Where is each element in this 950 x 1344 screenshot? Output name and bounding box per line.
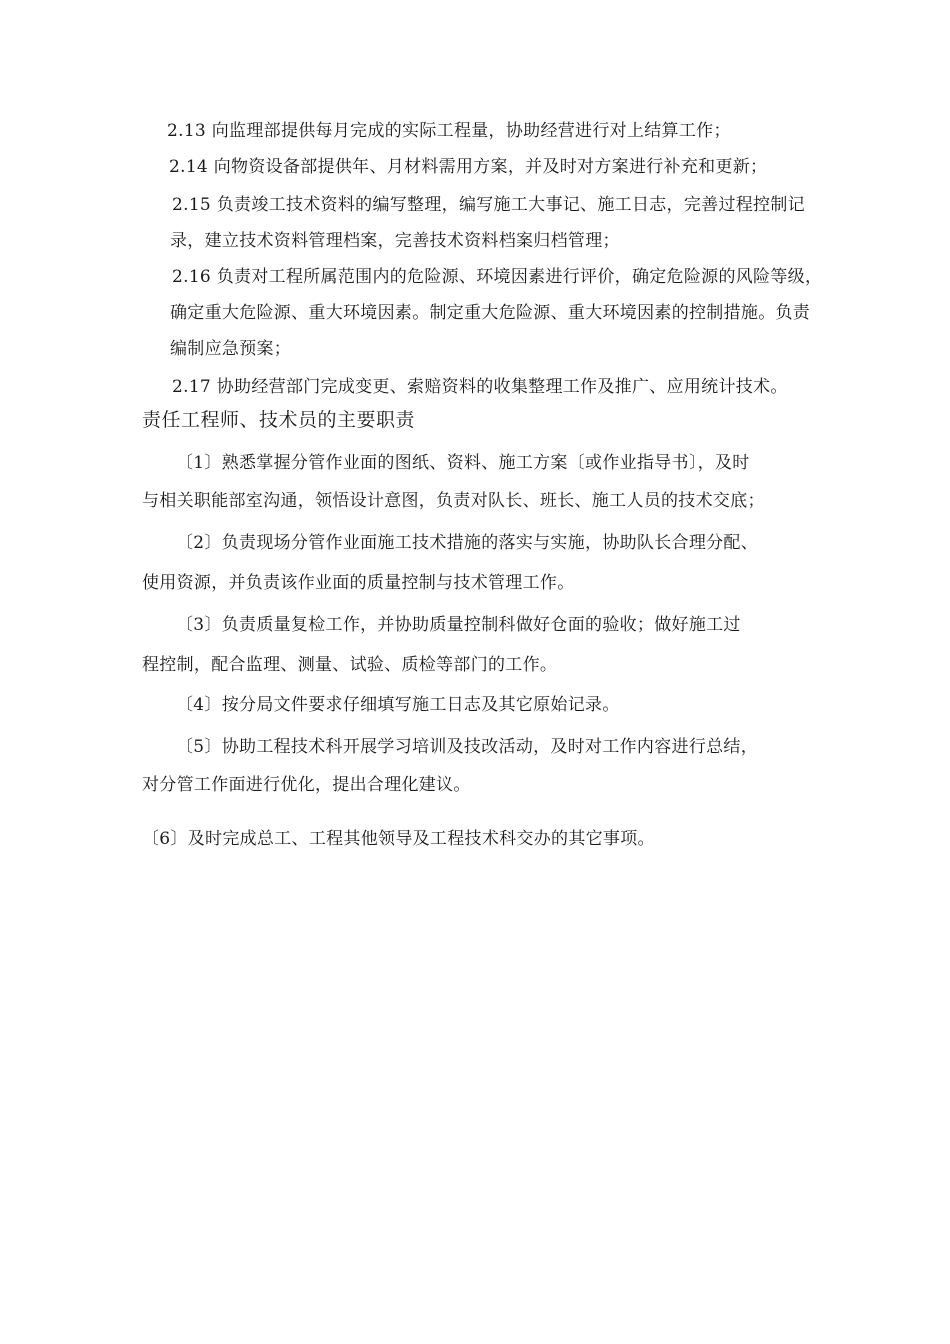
item-2-14: 2.14 向物资设备部提供年、月材料需用方案，并及时对方案进行补充和更新； (169, 157, 768, 177)
duty-3-line-1: 〔3〕负责质量复检工作，并协助质量控制科做好仓面的验收；做好施工过 (176, 615, 741, 635)
duty-2-line-2: 使用资源，并负责该作业面的质量控制与技术管理工作。 (142, 573, 575, 593)
item-2-17: 2.17 协助经营部门完成变更、索赔资料的收集整理工作及推广、应用统计技术。 (172, 377, 788, 397)
item-2-15-line-2: 录，建立技术资料管理档案，完善技术资料档案归档管理； (170, 231, 620, 251)
duty-5-line-2: 对分管工作面进行优化，提出合理化建议。 (142, 775, 471, 795)
duty-4: 〔4〕按分局文件要求仔细填写施工日志及其它原始记录。 (176, 695, 620, 715)
item-2-13: 2.13 向监理部提供每月完成的实际工程量，协助经营进行对上结算工作； (167, 121, 731, 141)
item-2-15-line-1: 2.15 负责竣工技术资料的编写整理，编写施工大事记、施工日志，完善过程控制记 (172, 195, 805, 215)
section-heading: 责任工程师、技术员的主要职责 (142, 409, 416, 431)
duty-1-line-1: 〔1〕熟悉掌握分管作业面的图纸、资料、施工方案〔或作业指导书〕，及时 (176, 453, 750, 473)
item-2-16-line-3: 编制应急预案； (170, 339, 292, 359)
item-2-16-line-2: 确定重大危险源、重大环境因素。制定重大危险源、重大环境因素的控制措施。负责 (170, 303, 811, 323)
duty-5-line-1: 〔5〕协助工程技术科开展学习培训及技改活动，及时对工作内容进行总结， (176, 737, 759, 757)
item-2-16-line-1: 2.16 负责对工程所属范围内的危险源、环境因素进行评价，确定危险源的风险等级， (172, 267, 823, 287)
duty-3-line-2: 程控制，配合监理、测量、试验、质检等部门的工作。 (142, 655, 558, 675)
duty-1-line-2: 与相关职能部室沟通，领悟设计意图，负责对队长、班长、施工人员的技术交底； (142, 491, 765, 511)
duty-2-line-1: 〔2〕负责现场分管作业面施工技术措施的落实与实施，协助队长合理分配、 (176, 533, 759, 553)
duty-6: 〔6〕及时完成总工、工程其他领导及工程技术科交办的其它事项。 (142, 829, 655, 849)
